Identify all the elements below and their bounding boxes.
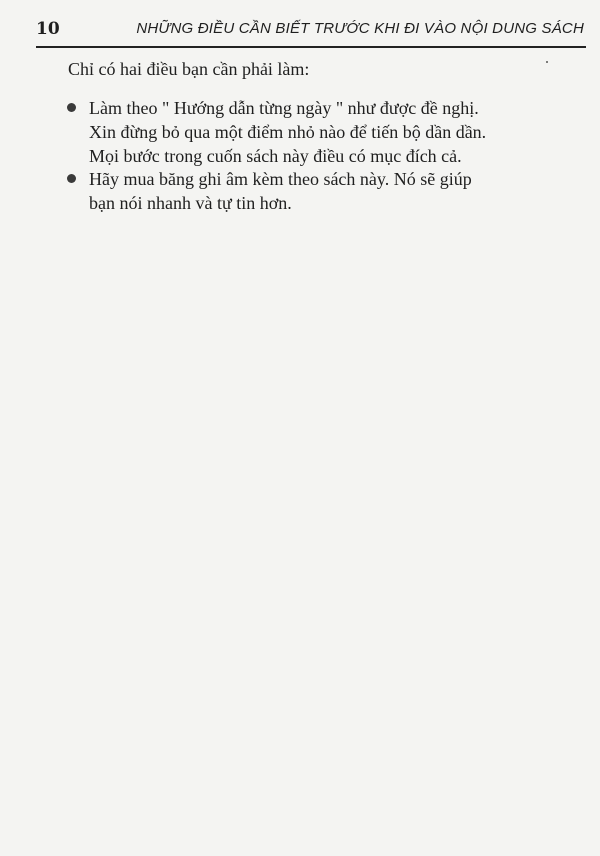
running-head-title: NHỮNG ĐIỀU CẦN BIẾT TRƯỚC KHI ĐI VÀO NỘI DUNG SÁCH (136, 20, 584, 37)
running-head (36, 12, 586, 46)
list-item-line: Mọi bước trong cuốn sách này điều có mục đích cả. (89, 146, 462, 166)
bullet-icon (67, 103, 76, 112)
bullet-list (64, 96, 584, 215)
intro-text: Chỉ có hai điều bạn cần phải làm: (68, 59, 310, 79)
list-item-line: bạn nói nhanh và tự tin hơn. (89, 193, 292, 213)
list-item-line: Làm theo " Hướng dẫn từng ngày " như được đề nghị. (89, 98, 479, 118)
bullet-icon (67, 174, 76, 183)
list-item-line: Xin đừng bỏ qua một điểm nhỏ nào để tiến bộ dần dần. (89, 122, 487, 142)
list-item (64, 167, 584, 215)
list-item (64, 96, 584, 168)
print-speck (546, 61, 548, 63)
header-rule (36, 46, 586, 48)
page-number: 10 (36, 19, 60, 39)
list-item-line: Hãy mua băng ghi âm kèm theo sách này. Nó sẽ giúp (89, 169, 472, 189)
